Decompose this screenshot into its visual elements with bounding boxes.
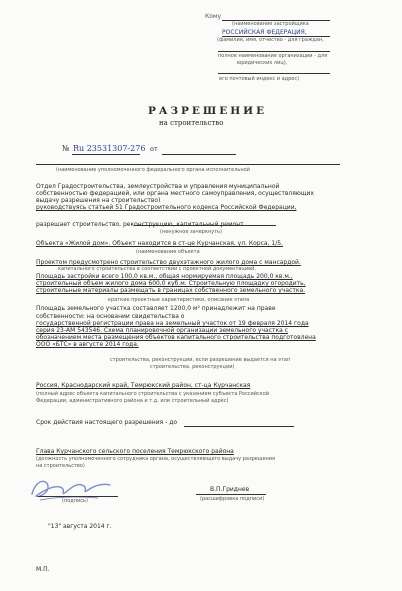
recipient-sub: (наименование застройщика [232, 21, 309, 27]
authority-line-5: руководствуясь статьей 51 Градостроительного кодекса Российской Федерации, [36, 204, 297, 211]
recipient-label: Кому [205, 13, 222, 20]
object-address: Россия, Краснодарский край, Темрюкский район, ст-ца Курчанская [36, 382, 251, 389]
project-line-2: Площадь застройки всего 100,0 кв.м., общая нормируемая площадь 200,0 кв.м., [36, 273, 293, 280]
number-sign: № [62, 144, 70, 153]
document-subtitle: на строительство [159, 119, 224, 127]
authority-line-1: Отдел Градостроительства, землеустройства и управления муниципальной [36, 183, 280, 190]
validity-line [184, 426, 294, 427]
org-sub-1: полное наименование организации - для [218, 53, 328, 59]
project-sub: капитального строительства в соответствии с проектной документацией, [58, 266, 256, 272]
validity-label: Срок действия настоящего разрешения - до [36, 419, 178, 426]
fio-sub: (фамилия, имя, отчество - для граждан, [217, 37, 324, 43]
position-sub-2: на строительство) [36, 463, 85, 469]
date-from-line [162, 154, 236, 155]
signature-sub: (подпись) [62, 498, 88, 504]
position-sub-1: (должность уполномоченного сотрудника органа, осуществляющего выдачу разрешения [36, 456, 276, 462]
project-sub-2: краткие проектные характеристики, описание этапа [108, 297, 250, 303]
signature-line [38, 496, 118, 497]
stage-sub-1: строительства, реконструкции, если разрешение выдается на этап [110, 357, 291, 363]
signer-position: Глава Курчанского сельского поселения Темрюкского района [36, 448, 234, 455]
authority-line-4: выдачу разрешения на строительство) [36, 197, 161, 204]
recipient-value: РОССИЙСКАЯ ФЕДЕРАЦИЯ, [222, 29, 307, 36]
project-line-4: строительные материалы размещать в границах собственного земельного участка. [36, 287, 306, 294]
area-line-1: Площадь земельного участка составляет 1200,0 м² принадлежит на праве [36, 305, 276, 312]
object-line: Объекта «Жилой дом». Объект находится в ст-це Курчанская, ул. Корса, 1/5. [36, 240, 283, 247]
org-line [218, 51, 330, 52]
signer-name: В.П.Гриднев [210, 486, 250, 493]
area-line-5: обозначением места размещения объектов капитального строительства подготовлена [36, 334, 316, 341]
object-sub: (наименование объекта [136, 249, 200, 255]
area-line-3: государственной регистрации права на земельный участок от 19 февраля 2014 года [36, 320, 309, 327]
authority-sub: (наименование уполномоченного федерального органа исполнительной [56, 167, 250, 173]
project-line-3: строительный объем жилого дома 600,0 куб.м. Строительную площадку огородить, [36, 280, 306, 287]
authority-line-3: собственностью федерацией, или органа местного самоуправления, осуществляющих [36, 190, 314, 197]
project-line-1: Проектом предусмотрено строительство двухэтажного жилого дома с мансардой. [36, 259, 301, 266]
unneeded-sub: (ненужное зачеркнуть) [160, 229, 223, 235]
permits-line: разрешает строительство, реконструкцию, капитальный ремонт [36, 221, 244, 228]
stage-sub-2: строительства, реконструкции) [150, 364, 235, 370]
area-line-6: ООО «БТС» в августе 2014 года. [36, 341, 139, 348]
permit-number: Ru 23531307-276 [73, 144, 146, 153]
address-sub-2: Федерации, административного района и т.д. или строительный адрес) [36, 398, 229, 404]
seal-mark: М.П. [36, 566, 50, 573]
date-from-label: от [150, 145, 158, 153]
area-line-4: серия 23-АМ 543546. Схема планировочной организации земельного участка с [36, 327, 289, 334]
name-line [196, 494, 266, 495]
area-line-2: собственности: на основании свидетельства о [36, 313, 185, 320]
authority-top-line [36, 164, 340, 165]
org-sub-2: юридических лиц), [237, 60, 288, 66]
address-sub-1: (полный адрес объекта капитального строительства с указанием субъекта Российской [36, 391, 270, 397]
strike-line [134, 225, 276, 226]
address-line [218, 73, 330, 74]
number-line [72, 154, 140, 155]
postal-address-sub: его почтовый индекс и адрес) [219, 76, 300, 82]
document-title: РАЗРЕШЕНИЕ [148, 105, 268, 117]
issue-date: "13" августа 2014 г. [48, 523, 112, 530]
name-sub: (расшифровка подписи) [200, 496, 265, 502]
